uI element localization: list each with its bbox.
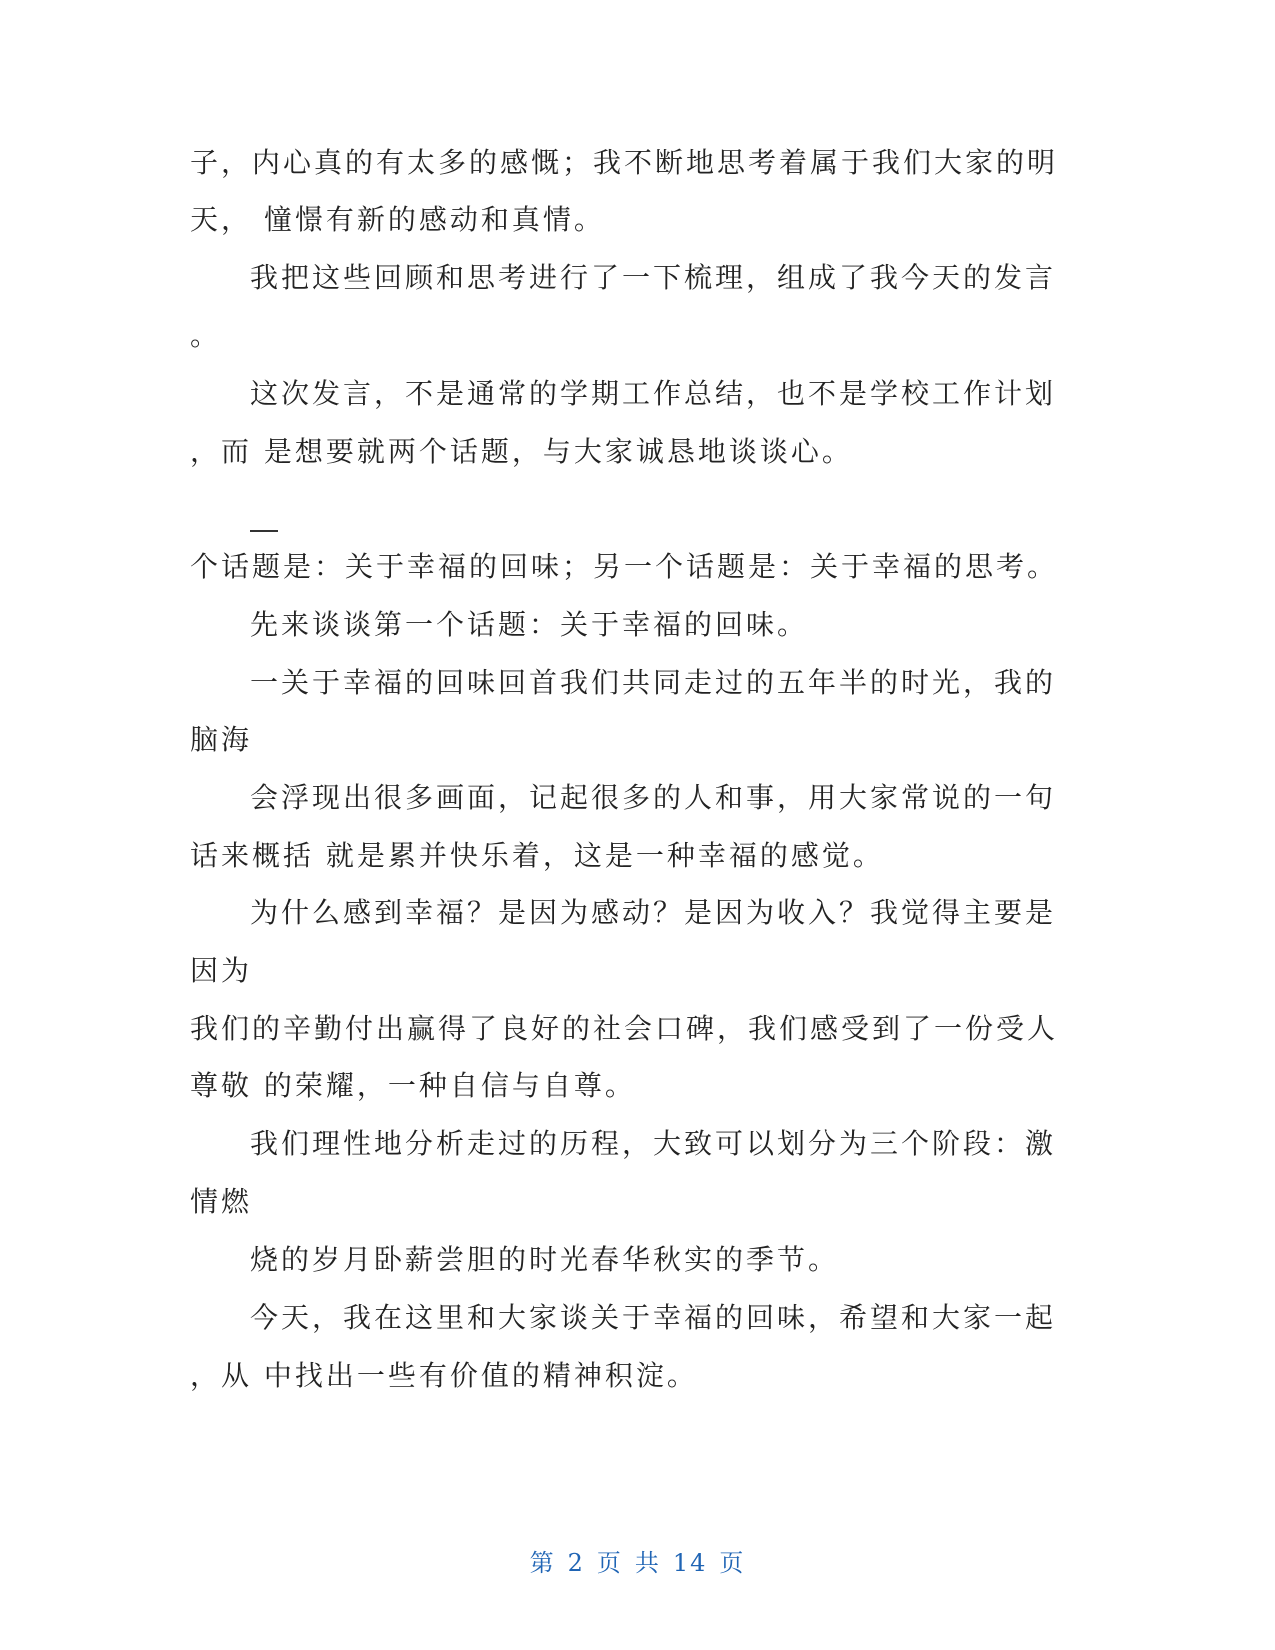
text-line: 脑海 <box>190 723 253 756</box>
text-line: 我们的辛勤付出赢得了良好的社会口碑，我们感受到了一份受人 <box>190 1012 1059 1045</box>
page-footer <box>0 1543 1275 1578</box>
text-line: ，从 中找出一些有价值的精神积淀。 <box>190 1359 698 1392</box>
text-line: 尊敬 的荣耀，一种自信与自尊。 <box>190 1069 636 1102</box>
footer-total-pages: 14 <box>672 1549 708 1577</box>
text-line: 情燃 <box>190 1185 253 1218</box>
text-line: 。 <box>190 319 222 352</box>
text-line: 我把这些回顾和思考进行了一下梳理，组成了我今天的发言 <box>250 261 1057 294</box>
text-line: 为什么感到幸福？是因为感动？是因为收入？我觉得主要是 <box>250 896 1057 929</box>
text-line: 我们理性地分析走过的历程，大致可以划分为三个阶段：激 <box>250 1127 1057 1160</box>
text-line: 会浮现出很多画面，记起很多的人和事，用大家常说的一句 <box>250 781 1057 814</box>
text-line: 一关于幸福的回味回首我们共同走过的五年半的时光，我的 <box>250 666 1057 699</box>
text-line: 个话题是：关于幸福的回味；另一个话题是：关于幸福的思考。 <box>190 550 1059 583</box>
text-line: 因为 <box>190 954 253 987</box>
text-line: 烧的岁月卧薪尝胆的时光春华秋实的季节。 <box>250 1243 840 1276</box>
footer-total-prefix: 共 <box>634 1549 661 1577</box>
footer-page-word: 页 <box>596 1549 623 1577</box>
text-line: 今天，我在这里和大家谈关于幸福的回味，希望和大家一起 <box>250 1301 1057 1334</box>
footer-suffix: 页 <box>719 1549 746 1577</box>
text-line: 子，内心真的有太多的感慨；我不断地思考着属于我们大家的明 <box>190 146 1059 179</box>
text-line: ，而 是想要就两个话题，与大家诚恳地谈谈心。 <box>190 435 853 468</box>
footer-current-page: 2 <box>567 1549 585 1577</box>
text-line: 天， 憧憬有新的感动和真情。 <box>190 203 605 236</box>
footer-prefix: 第 <box>529 1549 556 1577</box>
dash-divider <box>250 530 278 532</box>
text-line: 这次发言，不是通常的学期工作总结，也不是学校工作计划 <box>250 377 1057 410</box>
text-line: 先来谈谈第一个话题：关于幸福的回味。 <box>250 608 809 641</box>
text-line: 话来概括 就是累并快乐着，这是一种幸福的感觉。 <box>190 839 884 872</box>
